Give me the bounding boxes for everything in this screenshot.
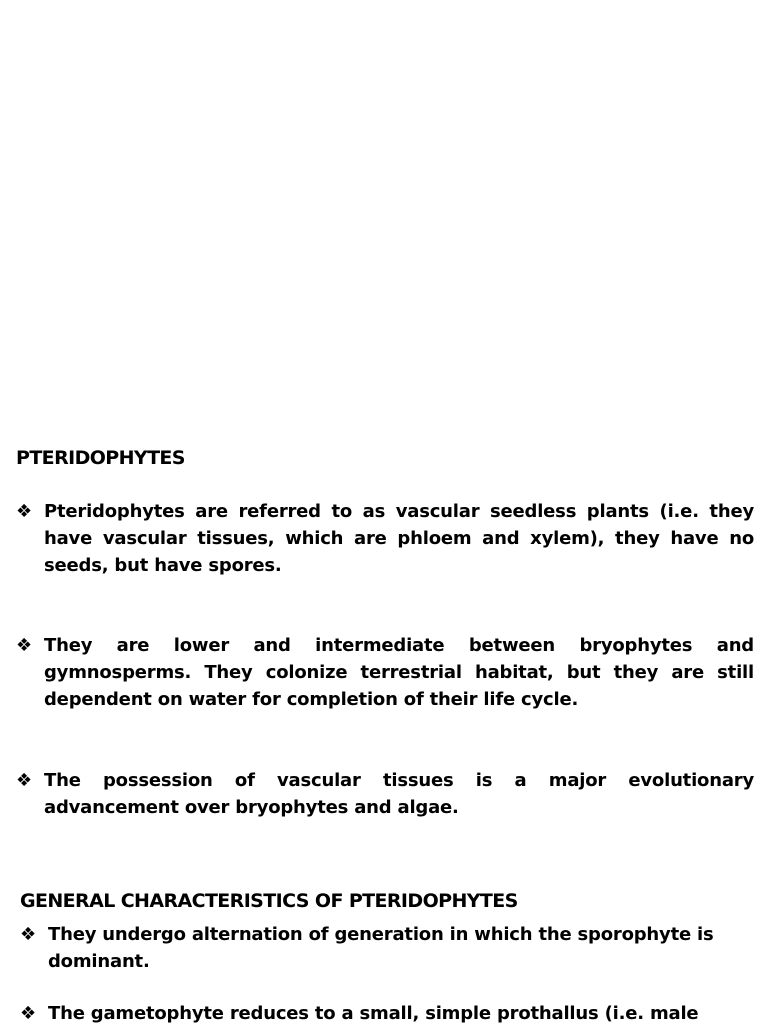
bullet-item	[16, 498, 754, 579]
diamond-bullet-icon: ❖	[20, 1003, 37, 1024]
bullet-item	[16, 767, 754, 821]
bullet-item	[16, 632, 754, 713]
bullet-item	[20, 1000, 748, 1027]
bullet-item	[20, 921, 742, 975]
bullet-text: They are lower and intermediate between bryophytes and gymnosperms. They colonize terrestrial habitat, but they are still dependent on water for completion of their life cycle.	[44, 635, 754, 710]
diamond-bullet-icon: ❖	[20, 924, 37, 945]
bullet-text: The possession of vascular tissues is a major evolutionary advancement over bryophytes and algae.	[44, 770, 754, 818]
bullet-text: The gametophyte reduces to a small, simple prothallus (i.e. male	[48, 1003, 699, 1024]
section-heading-pteridophytes: PTERIDOPHYTES	[16, 447, 185, 469]
diamond-bullet-icon: ❖	[16, 770, 33, 791]
section-heading-general-characteristics: GENERAL CHARACTERISTICS OF PTERIDOPHYTES	[20, 890, 518, 912]
diamond-bullet-icon: ❖	[16, 635, 33, 656]
bullet-text: They undergo alternation of generation in which the sporophyte is dominant.	[48, 924, 714, 972]
bullet-text: Pteridophytes are referred to as vascular seedless plants (i.e. they have vascular tissues, which are phloem and xylem), they have no seeds, but have spores.	[44, 501, 754, 576]
diamond-bullet-icon: ❖	[16, 501, 33, 522]
